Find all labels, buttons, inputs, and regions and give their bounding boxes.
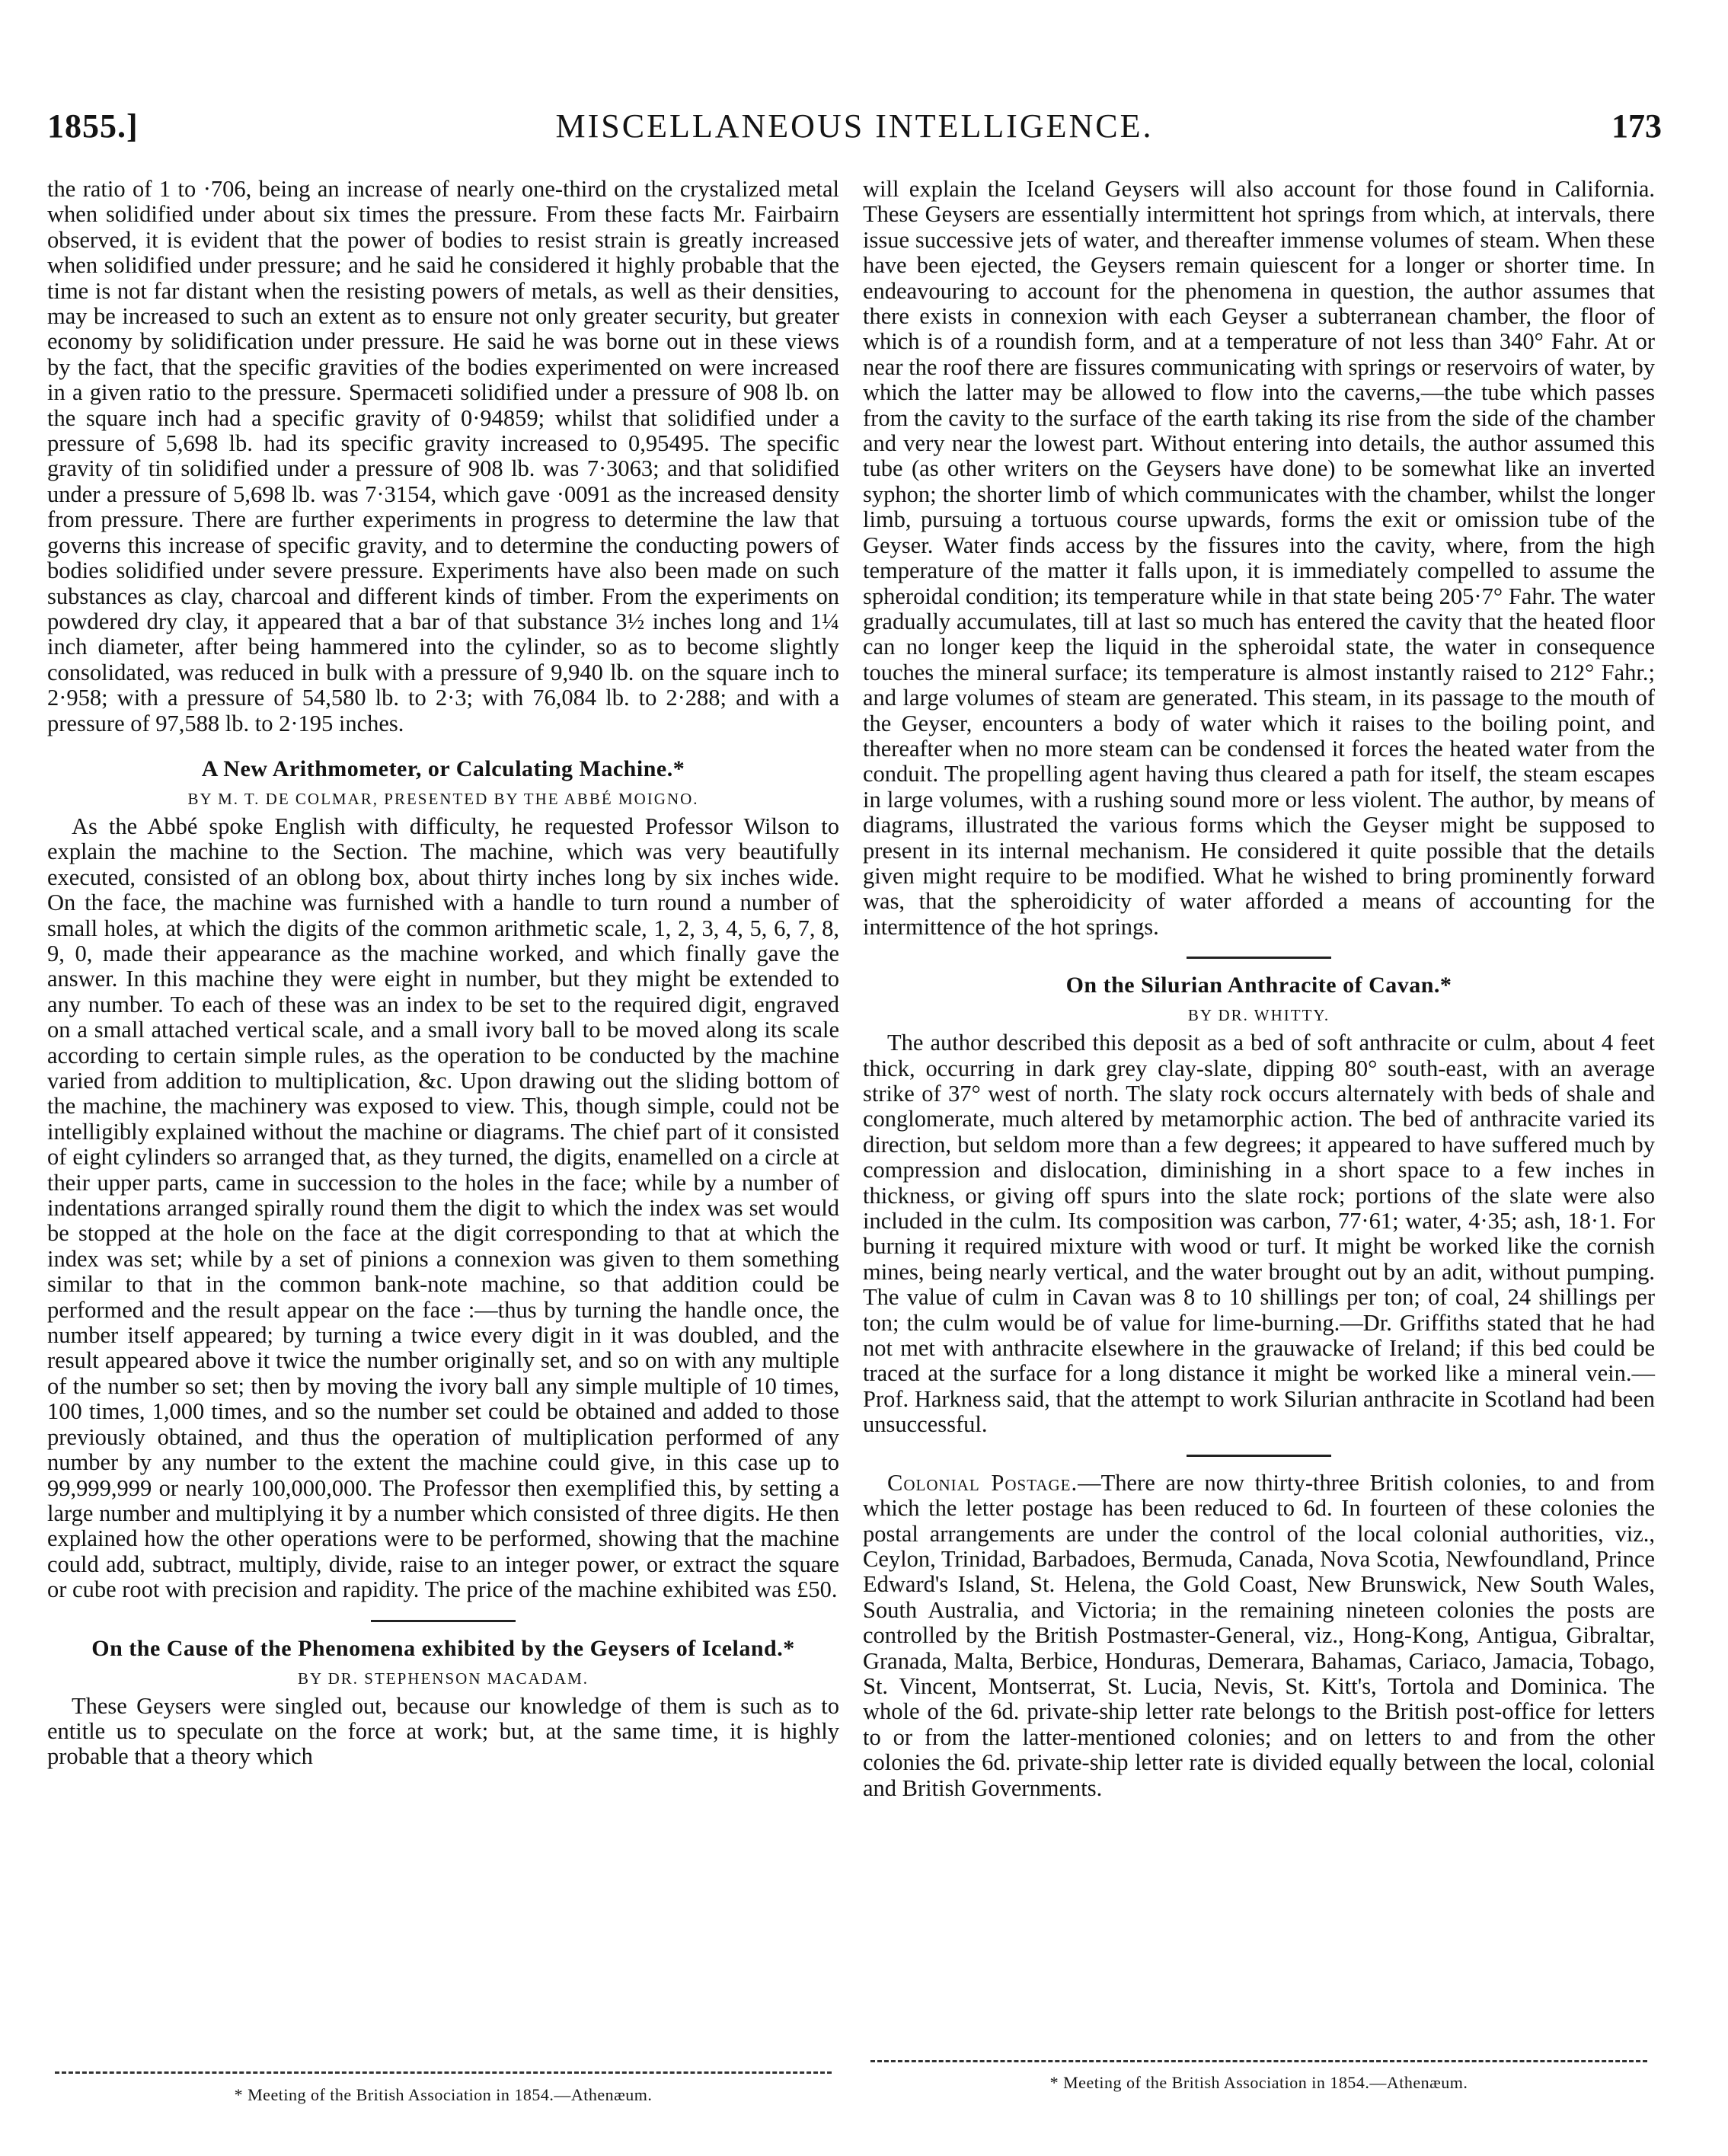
article-body-arithmometer: As the Abbé spoke English with difficulty, he requested Professor Wilson to explain the machine to the Section. The machine, which was very beautifully executed, consisted of an oblong box, about thirty inches long by six inches wide. On the face, the machine was furnished with a handle to turn round a number of small holes, at which the digits of the common arithmetic scale, 1, 2, 3, 4, 5, 6, 7, 8, 9, 0, made their appearance as the machine worked, and which finally gave the answer. In this machine they were eight in number, but they might be extended to any number. To each of these was an index to be set to the required digit, engraved on a small attached vertical scale, and a small ivory ball to be moved along its scale according to certain simple rules, as the operation to be conducted by the machine varied from addition to multiplication, &c. Upon drawing out the sliding bottom of the machine, the machinery was exposed to view. This, though simple, could not be intelligibly explained without the machine or diagrams. The chief part of it consisted of eight cylinders so arranged that, as they turned, the digits, enamelled on a circle at their upper parts, came in succession to the holes in the face; while by a number of indentations arranged spirally round them the digit to which the index was set would be stopped at the hole on the face at the digit corresponding to that at which the index was set; while by a set of pinions a connexion was given to them something similar to that in the common bank-note machine, so that addition could be performed and the result appear on the face :—thus by turning the handle once, the number itself appeared; by turning a twice every digit in it was doubled, and the result appeared above it twice the number originally set, and so on with any multiple of the number so set; then by moving the ivory ball any simple multiple of 10 times, 100 times, 1,000 times, and so the number set could be obtained and added to those previously obtained, and thus the operation of multiplication performed of any number by any number to the extent the machine could give, in this case up to 99,999,999 or nearly 100,000,000. The Professor then exemplified this, by setting a large number and multiplying it by a number which consisted of three digits. He then explained how the other operations were to be performed, showing that the machine could add, subtract, multiply, divide, raise to an integer power, or extract the square or cube root with precision and rapidity. The price of the machine exhibited was £50. (47, 813, 839, 1603)
section-divider (1187, 957, 1331, 959)
colonial-postage-body: —There are now thirty-three British colonies, to and from which the letter postage has been reduced to 6d. In fourteen of these colonies the postal arrangements are under the control of the local colonial authorities, viz., Ceylon, Trinidad, Barbadoes, Bermuda, Canada, Nova Scotia, Newfoundland, Prince Edward's Island, St. Helena, the Gold Coast, New Brunswick, New South Wales, South Australia, and Victoria; in the remaining nineteen colonies the posts are controlled by the British Postmaster-General, viz., Hong-Kong, Antigua, Gibraltar, Granada, Malta, Berbice, Honduras, Demerara, Bahamas, Cariaco, Jamacia, Tobago, St. Vincent, Montserrat, St. Lucia, Nevis, St. Kitt's, Tortola and Dominica. The whole of the 6d. private-ship letter rate belongs to the British post-office for letters to or from the latter-mentioned colonies; and on letters to and from the other colonies the 6d. private-ship letter rate is divided equally between the local, colonial and British Governments. (863, 1469, 1655, 1801)
article-body-geysers: These Geysers were singled out, because our knowledge of them is such as to entitle us to speculate on the force at work; but, at the same time, it is highly probable that a theory which (47, 1692, 839, 1770)
section-divider (1187, 1455, 1331, 1457)
page-header (47, 107, 1662, 160)
header-year: 1855.] (47, 107, 139, 145)
footnote-left: * Meeting of the British Association in 1854.—Athenæum. (234, 2085, 653, 2104)
article-byline-geysers: BY DR. STEPHENSON MACADAM. (297, 1669, 589, 1688)
continued-paragraph-right: will explain the Iceland Geysers will also account for those found in California. These Geysers are essentially intermittent hot springs from which, at intervals, there issue successive jets of water, and thereafter immense volumes of steam. When these have been ejected, the Geysers remain quiescent for a longer or shorter time. In endeavouring to account for the phenomena in question, the author assumes that there exists in connexion with each Geyser a subterranean chamber, the floor of which is of a roundish form, and at a temperature of not less than 340° Fahr. At or near the roof there are fissures communicating with springs or reservoirs of water, by which the latter may be allowed to flow into the caverns,—the tube which passes from the cavity to the surface of the earth taking its rise from the side of the chamber and very near the lowest part. Without entering into details, the author assumed this tube (as other writers on the Geysers have done) to be somewhat like an inverted syphon; the shorter limb of which communicates with the chamber, whilst the longer limb, pursuing a tortuous course upwards, forms the exit or omission tube of the Geyser. Water finds access by the fissures into the cavity, where, from the high temperature of the matter it falls upon, it is immediately compelled to assume the spheroidal condition; its temperature while in that state being 205·7° Fahr. The water gradually accumulates, till at last so much has entered the cavity that the heated floor can no longer keep the liquid in the spheroidal state, the water in consequence touches the mineral surface; its temperature is almost instantly raised to 212° Fahr.; and large volumes of steam are generated. This steam, in its passage to the mouth of the Geyser, encounters a body of water which it raises to the boiling point, and thereafter when no more steam can be condensed it forces the heated water from the conduit. The propelling agent having thus cleared a path for itself, the steam escapes in large volumes, with a rushing sound more or less violent. The author, by means of diagrams, illustrated the various forms which the Geyser might be supposed to present in its internal mechanism. He considered it quite possible that the details given might require to be modified. What he wished to bring prominently forward was, that the spheroidicity of water afforded a means of accounting for the intermittence of the hot springs. (863, 176, 1655, 940)
article-colonial-postage (863, 1471, 1655, 1801)
article-body-anthracite: The author described this deposit as a bed of soft anthracite or culm, about 4 feet thick, occurring in dark grey clay-slate, dipping 80° south-east, with an average strike of 37° west of north. The slaty rock occurs alternately with beds of shale and conglomerate, much altered by metamorphic action. The bed of anthracite varied its direction, but seldom more than a few degrees; it appeared to have suffered much by compression and dislocation, diminishing in a short space to a few inches in thickness, or giving off spurs into the slate rock; portions of the slate were also included in the culm. Its composition was carbon, 77·61; water, 4·35; ash, 18·1. For burning it required mixture with wood or turf. It might be worked like the cornish mines, being nearly vertical, and the water brought out by an adit, without pumping. The value of culm in Cavan was 8 to 10 shillings per ton; of coal, 24 shillings per ton; the culm would be of value for lime-burning.—Dr. Griffiths stated that he had not met with anthracite elsewhere in the grauwacke of Ireland; if this bed could be traced at the surface for a long distance it might be worked like a mineral vein.—Prof. Harkness said, that the attempt to work Silurian anthracite in Scotland had been unsuccessful. (863, 1030, 1655, 1438)
colonial-postage-lead: Colonial Postage. (887, 1469, 1078, 1496)
article-byline-arithmometer: BY M. T. DE COLMAR, PRESENTED BY THE ABBÉ MOIGNO. (187, 789, 699, 808)
footnote-rule-right (870, 2060, 1647, 2062)
continued-paragraph-left: the ratio of 1 to ·706, being an increase of nearly one-third on the crystalized metal when solidified under about six times the pressure. From these facts Mr. Fairbairn observed, it is evident that the power of bodies to resist strain is greatly increased when solidified under pressure; and he said he considered it highly probable that the time is not far distant when the resisting powers of metals, as well as their densities, may be increased to such an extent as to ensure not only greater security, but greater economy by solidification under pressure. He said he was borne out in these views by the fact, that the specific gravities of the bodies experimented on were increased in a given ratio to the pressure. Spermaceti solidified under a pressure of 908 lb. on the square inch had a specific gravity of 0·94859; whilst that solidified under a pressure of 5,698 lb. had its specific gravity increased to 0,95495. The specific gravity of tin solidified under a pressure of 908 lb. was 7·3063; and that solidified under a pressure of 5,698 lb. was 7·3154, which gave ·0091 as the increased density from pressure. There are further experiments in progress to determine the law that governs this increase of specific gravity, and to determine the conducting powers of bodies solidified under severe pressure. Experiments have also been made on such substances as clay, charcoal and different kinds of timber. From the experiments on powdered dry clay, it appeared that a bar of that substance 3½ inches long and 1¼ inch diameter, after being hammered into the cylinder, so as to become slightly consolidated, was reduced in bulk with a pressure of 9,940 lb. on the square inch to 2·958; with a pressure of 54,580 lb. to 2·3; with 76,084 lb. to 2·288; and with a pressure of 97,588 lb. to 2·195 inches. (47, 176, 839, 736)
footnote-rule-left (55, 2071, 832, 2074)
right-column (863, 177, 1655, 1801)
article-title-geysers: On the Cause of the Phenomena exhibited by the Geysers of Iceland.* (91, 1635, 795, 1661)
article-title-anthracite: On the Silurian Anthracite of Cavan.* (1065, 973, 1452, 998)
page-number: 173 (1611, 107, 1662, 145)
article-byline-anthracite: BY DR. WHITTY. (1187, 1006, 1330, 1025)
article-title-arithmometer: A New Arithmometer, or Calculating Machine.* (201, 755, 685, 781)
footnote-right: * Meeting of the British Association in 1854.—Athenæum. (1049, 2073, 1468, 2092)
left-column (47, 177, 839, 1770)
running-title: MISCELLANEOUS INTELLIGENCE. (555, 107, 1154, 145)
section-divider (371, 1620, 516, 1622)
